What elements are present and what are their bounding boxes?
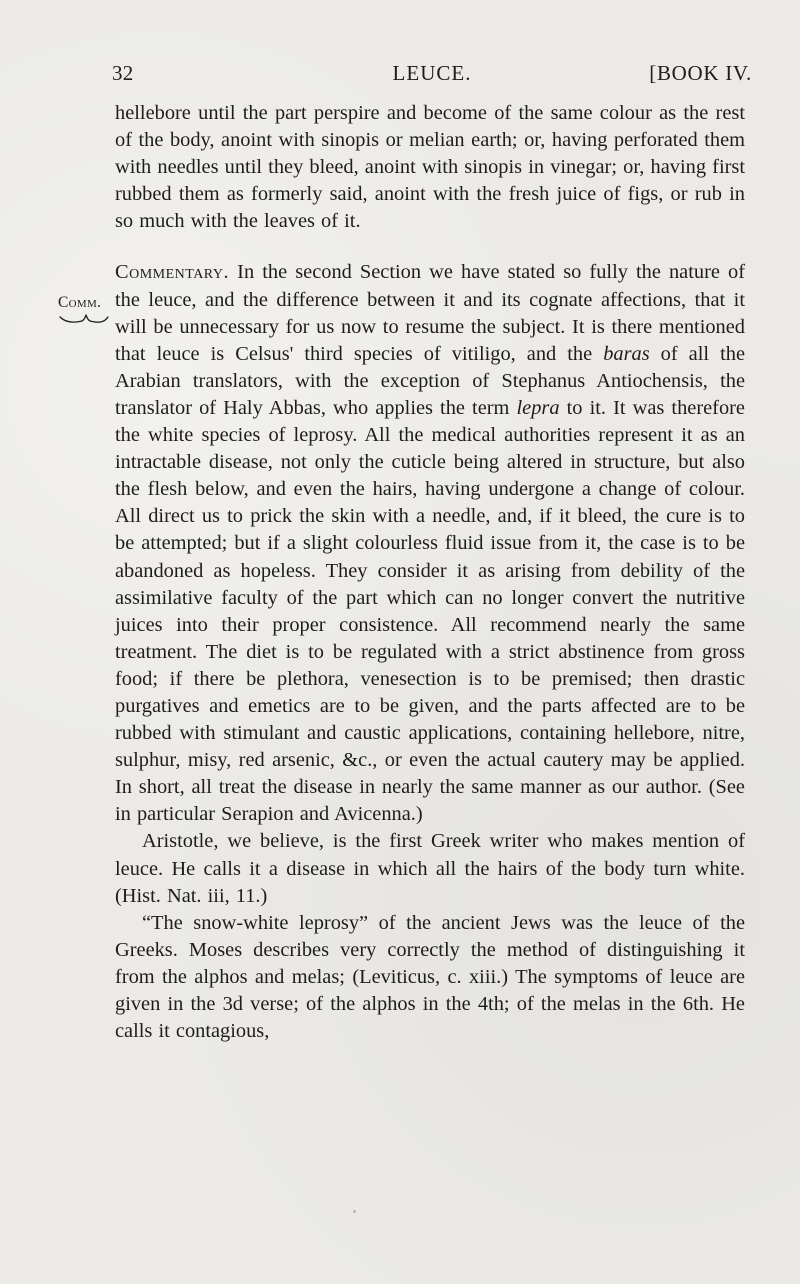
italic-term-baras: baras <box>603 342 650 365</box>
margin-label-comm: Comm. <box>58 294 102 311</box>
italic-term-lepra: lepra <box>516 396 560 419</box>
book-reference: [BOOK IV. <box>649 61 752 85</box>
aristotle-paragraph: Aristotle, we believe, is the first Greek writer who makes mention of leuce. He calls it a disease in which all the hairs of the body turn white. (Hist. Nat. iii, 11.) <box>115 830 745 907</box>
commentary-text-part-3: to it. It was therefore the white species of leprosy. All the medical authorities represent it as an intractable disease, not only the cuticle being altered in structure, but also the flesh below, and even the hairs, having undergone a change of colour. All direct us to prick the skin with a needle, and, if it bleed, the cure is to be attempted; but if a slight colourless fluid issue from it, the case is to be abandoned as hopeless. They consider it as arising from debility of the assimilative faculty of the part which can no longer convert the nutritive juices into their proper consistence. All recommend nearly the same treatment. The diet is to be regulated with a strict abstinence from gross food; if there be plethora, venesection is to be premised; then drastic purgatives and emetics are to be given, and the parts affected are to be rubbed with stimulant and caustic applications, containing hellebore, nitre, sulphur, misy, red arsenic, &c., or even the actual cautery may be applied. In short, all treat the disease in nearly the same manner as our author. (See in particular Serapion and Avicenna.) <box>115 396 745 826</box>
commentary-margin-note <box>58 294 110 334</box>
opening-paragraph: hellebore until the part perspire and become of the same colour as the rest of the body, anoint with sinopis or melian earth; or, having perforated them with needles until they bleed, anoint with sinopis in vinegar; or, having first rubbed them as formerly said, anoint with the fresh juice of figs, or rub in so much with the leaves of it. <box>115 102 745 233</box>
margin-brace-icon <box>58 313 110 327</box>
commentary-heading: Commentary. <box>115 261 230 284</box>
commentary-text-part-1: In the second Section we have stated so fully the nature of the leuce, and the difference between it and its cognate affections, that it will be unnecessary for us now to resume the subject. It is there mentioned that leuce is Celsus' third species of vitiligo, and the <box>115 261 745 365</box>
closing-paragraph: “The snow-white leprosy” of the ancient Jews was the leuce of the Greeks. Moses describes very correctly the method of distinguishing it from the alphos and melas; (Leviticus, c. xiii.) The symptoms of leuce are given in the 3d verse; of the alphos in the 4th; of the melas in the 6th. He calls it contagious, <box>115 911 745 1043</box>
commentary-text-part-2: of all the Arabian translators, with the exception of Stephanus Antiochensis, the translator of Haly Abbas, who applies the term <box>115 342 745 419</box>
running-head <box>112 61 752 89</box>
page-body <box>115 100 745 1045</box>
running-title: LEUCE. <box>392 61 472 85</box>
commentary-paragraph <box>115 259 745 828</box>
page-number: 32 <box>112 61 134 85</box>
paper-speck <box>353 1210 356 1213</box>
